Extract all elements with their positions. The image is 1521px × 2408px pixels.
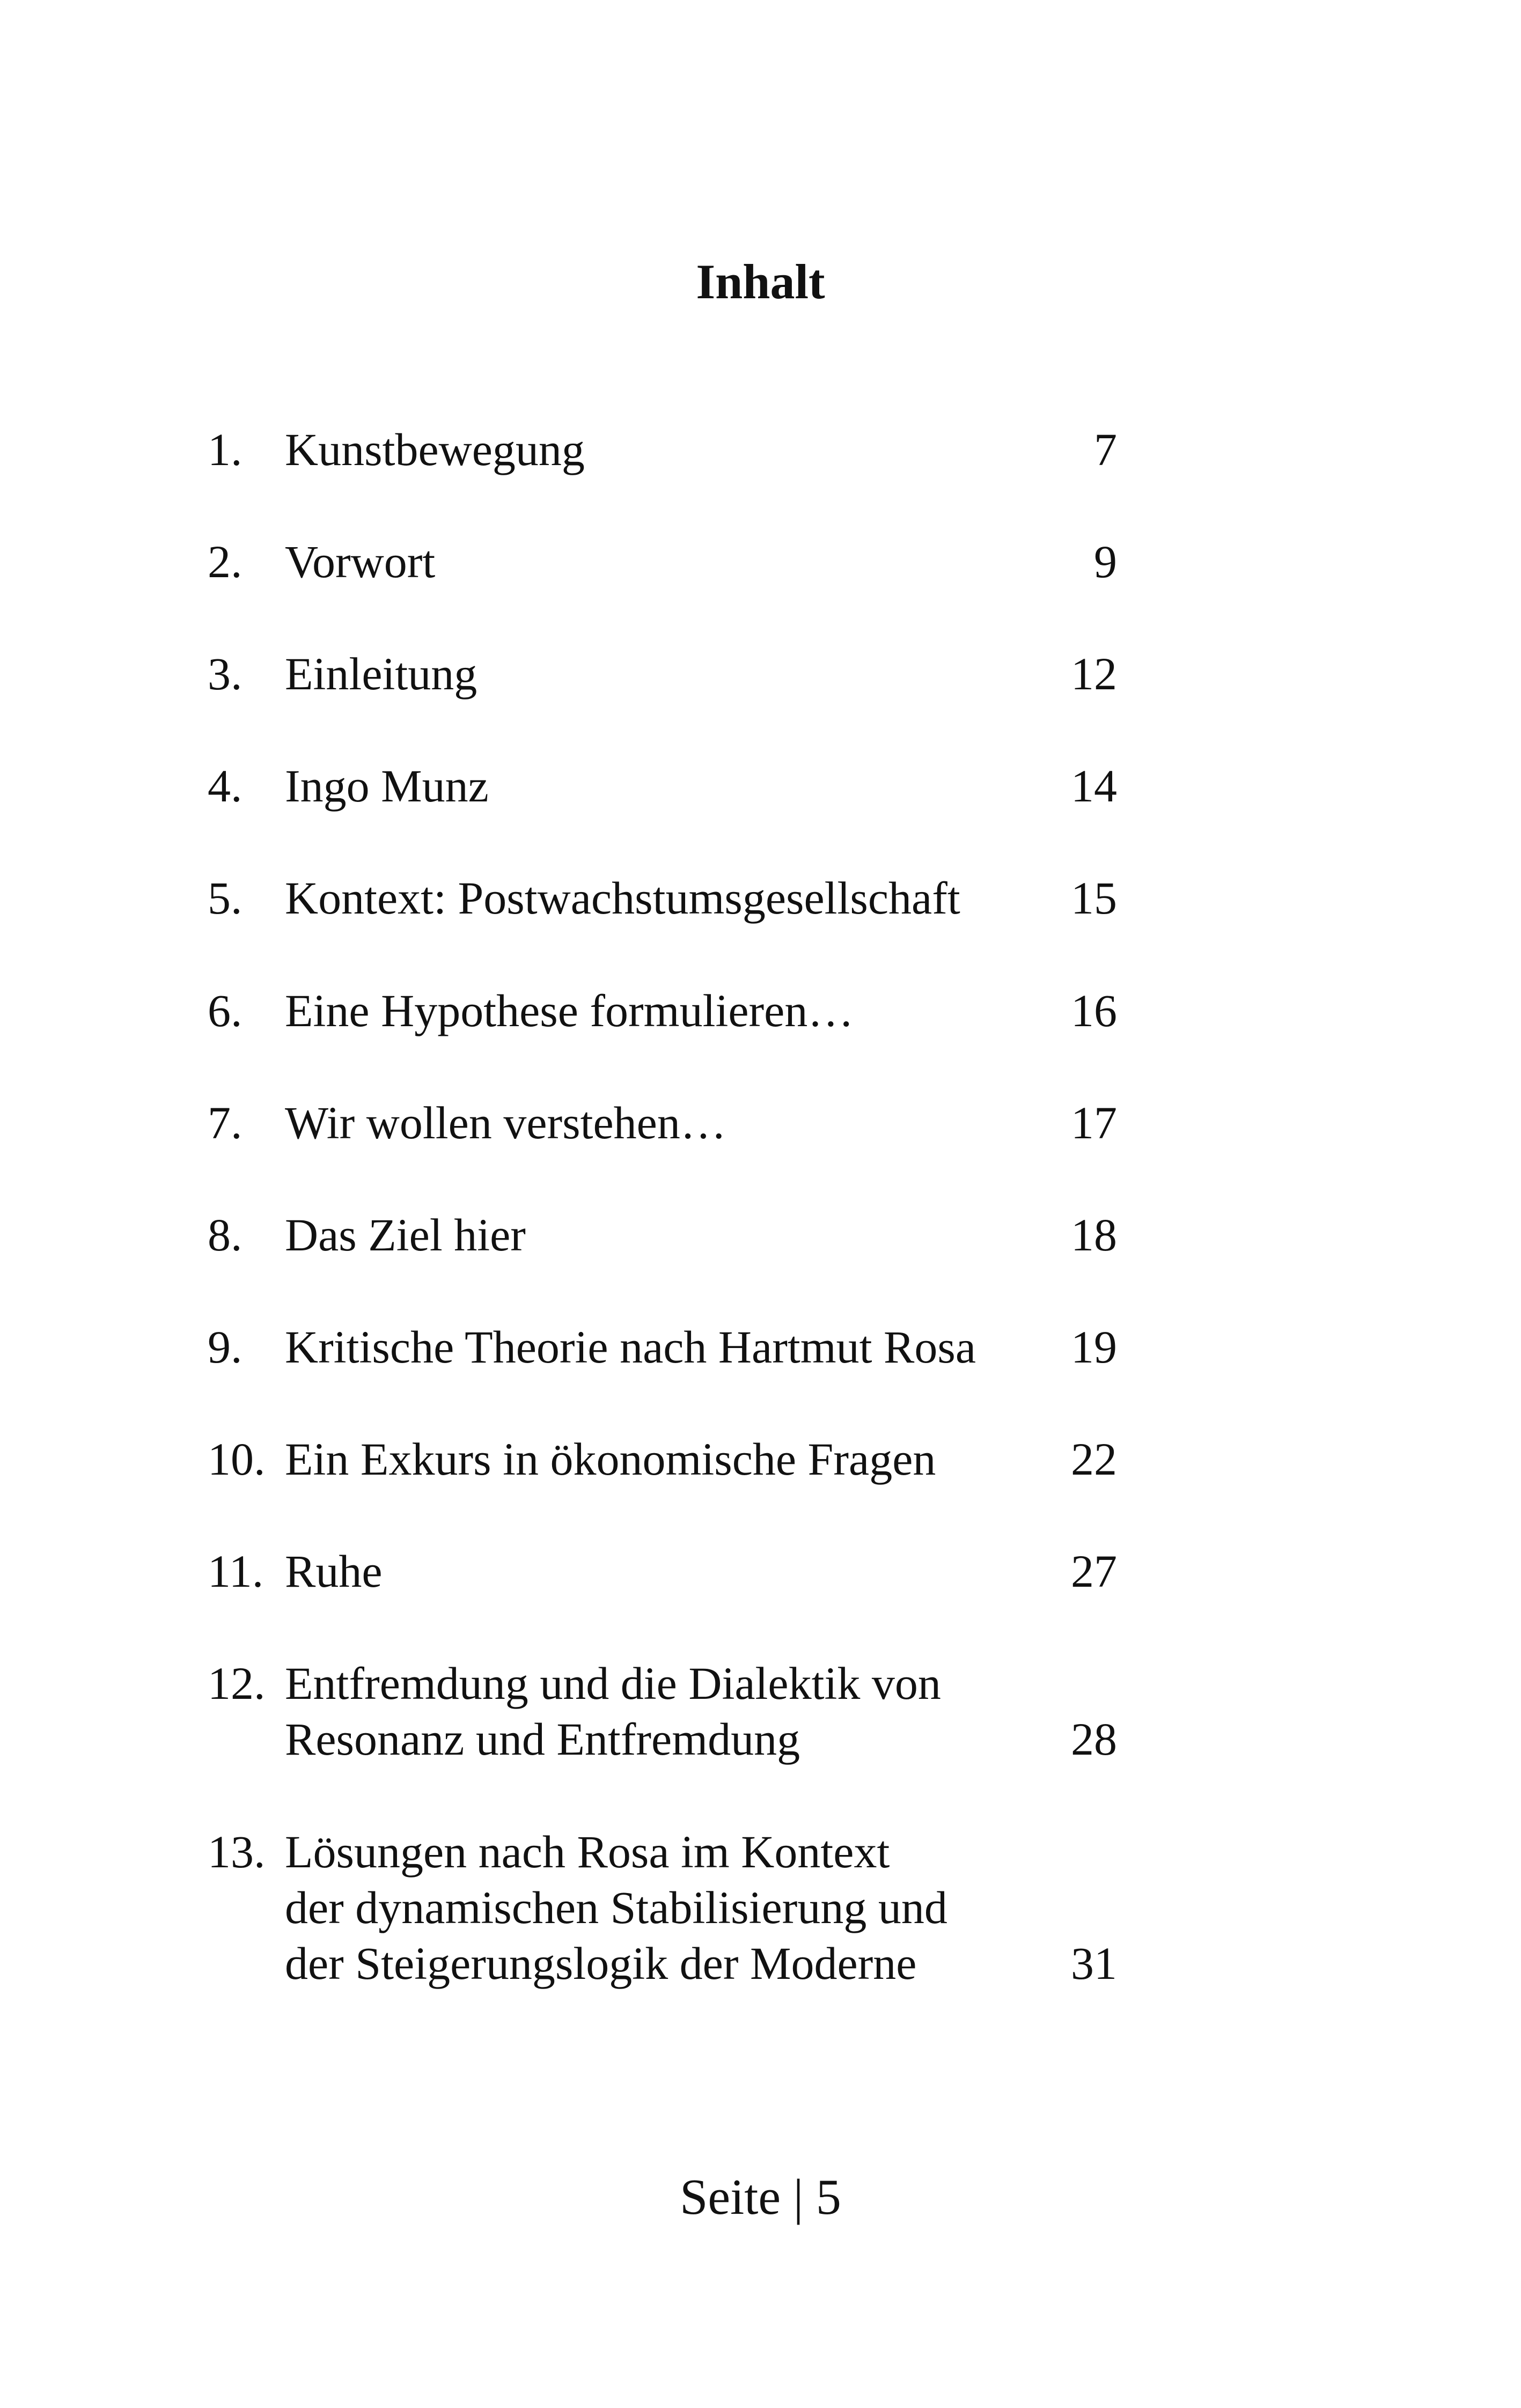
toc-entry-page: 16 — [1071, 985, 1117, 1036]
toc-entry-page: 31 — [1071, 1938, 1117, 1989]
toc-entry-title — [285, 1319, 976, 1375]
toc-entry-title-line: Kunstbewegung — [285, 424, 585, 475]
toc-entry-title-line: der dynamischen Stabilisierung und — [285, 1882, 947, 1933]
toc-entry-number: 2. — [208, 536, 243, 587]
toc-entry-page: 17 — [1071, 1097, 1117, 1148]
toc-entry-title — [285, 870, 960, 926]
toc-entry-number: 3. — [208, 648, 243, 699]
toc-entry-title-line: Einleitung — [285, 648, 477, 699]
toc-entry-number: 5. — [208, 872, 243, 924]
toc-entry-title-line: Kritische Theorie nach Hartmut Rosa — [285, 1321, 976, 1373]
toc-entry-title-line: Wir wollen verstehen… — [285, 1097, 726, 1148]
toc-entry-title — [285, 1207, 526, 1263]
toc-entry-number: 8. — [208, 1209, 243, 1261]
toc-entry-title — [285, 1543, 383, 1599]
toc-entry-title-line: Ein Exkurs in ökonomische Fragen — [285, 1433, 936, 1485]
toc-entry-page: 18 — [1071, 1209, 1117, 1261]
toc-entry-title-line: Ruhe — [285, 1545, 383, 1597]
toc-entry-title — [285, 983, 854, 1039]
toc-entry-title-line: Vorwort — [285, 536, 436, 587]
toc-entry-title — [285, 1824, 947, 1991]
toc-entry-title-line: Das Ziel hier — [285, 1209, 526, 1261]
toc-entry-title — [285, 1095, 726, 1151]
toc-entry-page: 7 — [1094, 424, 1117, 475]
toc-entry-number: 12. — [208, 1658, 266, 1709]
toc-entry-number: 9. — [208, 1321, 243, 1373]
toc-entry-page: 15 — [1071, 872, 1117, 924]
toc-entry-number: 1. — [208, 424, 243, 475]
toc-entry-number: 6. — [208, 985, 243, 1036]
toc-entry-page: 28 — [1071, 1713, 1117, 1765]
toc-entry-title — [285, 1655, 941, 1767]
toc-entry-number: 4. — [208, 760, 243, 812]
toc-entry-page: 9 — [1094, 536, 1117, 587]
page-number-footer: Seite | 5 — [680, 2169, 841, 2225]
toc-entry-title-line: Ingo Munz — [285, 760, 489, 812]
toc-entry-title-line: Resonanz und Entfremdung — [285, 1713, 800, 1765]
toc-entry-title-line: Kontext: Postwachstumsgesellschaft — [285, 872, 960, 924]
toc-entry-page: 19 — [1071, 1321, 1117, 1373]
toc-entry-title-line: Eine Hypothese formulieren… — [285, 985, 854, 1036]
toc-entry-title — [285, 758, 489, 814]
toc-entry-title-line: Entfremdung und die Dialektik von — [285, 1658, 941, 1709]
toc-entry-page: 14 — [1071, 760, 1117, 812]
toc-entry-number: 10. — [208, 1433, 266, 1485]
toc-entry-title-line: der Steigerungslogik der Moderne — [285, 1938, 917, 1989]
page-title: Inhalt — [696, 254, 825, 309]
toc-entry-page: 27 — [1071, 1545, 1117, 1597]
toc-entry-number: 13. — [208, 1826, 266, 1877]
toc-entry-title-line: Lösungen nach Rosa im Kontext — [285, 1826, 890, 1877]
toc-entry-page: 22 — [1071, 1433, 1117, 1485]
toc-entry-title — [285, 646, 477, 702]
toc-entry-title — [285, 534, 435, 590]
toc-entry-title — [285, 422, 585, 477]
toc-entry-number: 7. — [208, 1097, 243, 1148]
toc-entry-page: 12 — [1071, 648, 1117, 699]
toc-entry-number: 11. — [208, 1545, 264, 1597]
toc-entry-title — [285, 1431, 936, 1487]
